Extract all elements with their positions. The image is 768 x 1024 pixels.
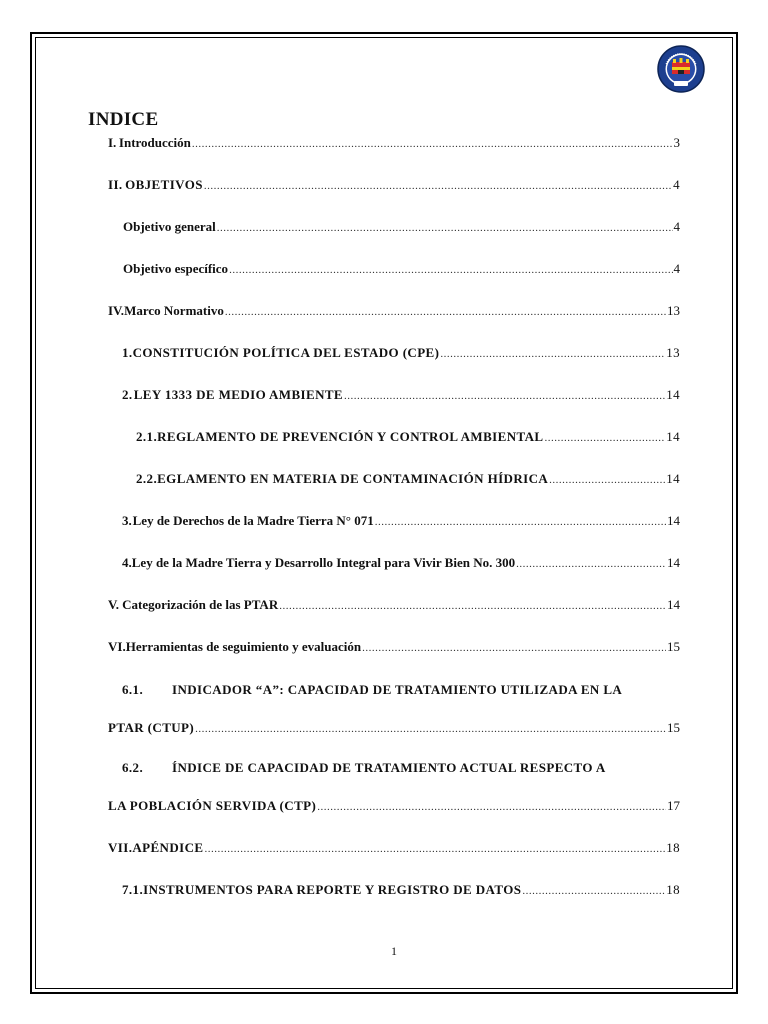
- dot-leader: [440, 345, 665, 363]
- toc-entry[interactable]: Objetivo general ..... 4: [123, 218, 680, 236]
- page-ref: 17: [667, 798, 680, 813]
- page-ref: 15: [667, 639, 680, 654]
- dot-leader: [317, 798, 666, 816]
- page-ref: 14: [666, 471, 680, 486]
- page-ref: 14: [667, 555, 680, 570]
- page-ref: 13: [667, 303, 680, 318]
- page-ref: 13: [666, 345, 680, 360]
- toc-entry[interactable]: IV. Marco Normativo ..... 13: [108, 302, 680, 320]
- dot-leader: [544, 429, 665, 447]
- document-title: INDICE: [88, 109, 159, 130]
- dot-leader: [279, 597, 666, 615]
- dot-leader: [217, 219, 673, 237]
- toc-entry[interactable]: I. Introducción ..... 3: [108, 134, 680, 152]
- page-ref: 3: [673, 135, 680, 150]
- toc-entry[interactable]: Objetivo específico ..... 4: [123, 260, 680, 278]
- dot-leader: [204, 840, 665, 858]
- dot-leader: [549, 471, 665, 489]
- toc-entry[interactable]: 2.1. REGLAMENTO DE PREVENCIÓN Y CONTROL AMBIENTAL ..... 14: [136, 428, 680, 446]
- page-ref: 4: [673, 177, 680, 192]
- toc-entry-line1[interactable]: 6.1. INDICADOR “A”: CAPACIDAD DE TRATAMIENTO UTILIZADA EN LA: [122, 682, 623, 697]
- page-ref: 14: [666, 429, 680, 444]
- page-number: 1: [391, 944, 397, 958]
- toc-entry[interactable]: V. Categorización de las PTAR ..... 14: [108, 596, 680, 614]
- dot-leader: [195, 720, 666, 738]
- toc-entry[interactable]: 4. Ley de la Madre Tierra y Desarrollo Integral para Vivir Bien No. 300 ..... 14: [122, 554, 680, 572]
- dot-leader: [375, 513, 666, 531]
- toc-entry[interactable]: 3. Ley de Derechos de la Madre Tierra N° 071 ..... 14: [122, 512, 680, 530]
- toc-entry[interactable]: VI. Herramientas de seguimiento y evaluación ..... 15: [108, 638, 680, 656]
- page-ref: 18: [666, 882, 680, 897]
- toc-entry-line2[interactable]: LA POBLACIÓN SERVIDA (CTP) ..... 17: [108, 797, 680, 815]
- page-ref: 15: [667, 720, 680, 735]
- toc-entry[interactable]: VII. APÉNDICE ..... 18: [108, 839, 680, 857]
- dot-leader: [229, 261, 672, 279]
- toc-entry[interactable]: 2. LEY 1333 DE MEDIO AMBIENTE ..... 14: [122, 386, 680, 404]
- toc-entry[interactable]: 1. CONSTITUCIÓN POLÍTICA DEL ESTADO (CPE) ..... 13: [122, 344, 680, 362]
- page-ref: 4: [673, 261, 680, 276]
- dot-leader: [522, 882, 665, 900]
- dot-leader: [344, 387, 665, 405]
- page-ref: 18: [666, 840, 680, 855]
- dot-leader: [362, 639, 666, 657]
- dot-leader: [516, 555, 666, 573]
- toc-entry[interactable]: 2.2. EGLAMENTO EN MATERIA DE CONTAMINACIÓN HÍDRICA ..... 14: [136, 470, 680, 488]
- toc-entry-line2[interactable]: PTAR (CTUP) ..... 15: [108, 719, 680, 737]
- page-ref: 14: [666, 387, 680, 402]
- page-ref: 14: [667, 513, 680, 528]
- toc-entry[interactable]: 7.1. INSTRUMENTOS PARA REPORTE Y REGISTRO DE DATOS ..... 18: [122, 881, 680, 899]
- dot-leader: [204, 177, 672, 195]
- dot-leader: [192, 135, 673, 153]
- dot-leader: [225, 303, 666, 321]
- page-ref: 4: [673, 219, 680, 234]
- toc-entry-line1[interactable]: 6.2. ÍNDICE DE CAPACIDAD DE TRATAMIENTO ACTUAL RESPECTO A: [122, 760, 606, 775]
- page-ref: 14: [667, 597, 680, 612]
- toc-entry[interactable]: II. OBJETIVOS ..... 4: [108, 176, 680, 194]
